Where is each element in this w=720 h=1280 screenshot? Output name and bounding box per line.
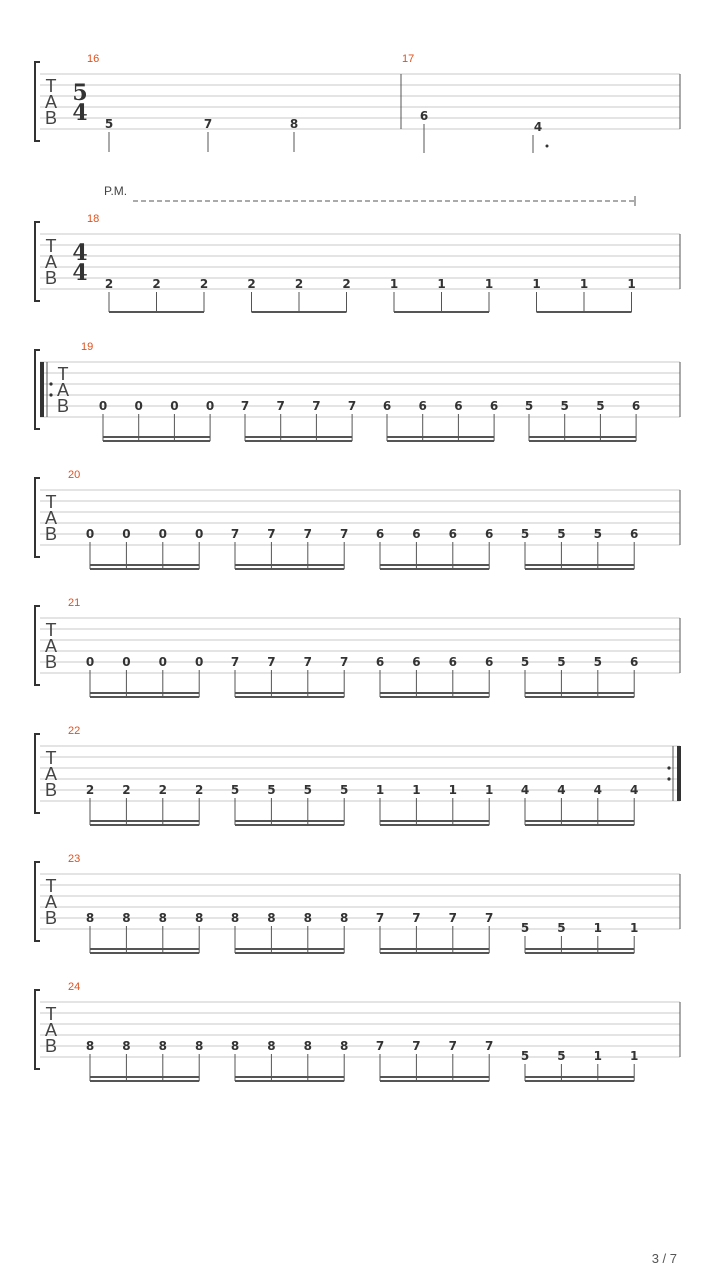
repeat-start-thick-bar — [40, 362, 44, 417]
fret-number: 8 — [85, 1039, 95, 1053]
fret-number: 7 — [267, 655, 276, 669]
fret-number: 2 — [247, 277, 256, 291]
fret-number: 1 — [627, 277, 636, 291]
measure-number: 17 — [402, 53, 415, 65]
tab-letter: A — [44, 252, 58, 272]
tab-letter: A — [44, 636, 58, 656]
fret-number: 7 — [347, 399, 357, 413]
fret-number: 6 — [375, 655, 385, 669]
tab-letter: A — [44, 92, 58, 112]
tab-letter: B — [44, 524, 58, 544]
fret-number: 0 — [195, 655, 204, 669]
fret-number: 8 — [303, 911, 312, 925]
tab-letter: T — [45, 76, 57, 96]
system-bracket — [35, 350, 40, 429]
fret-number: 1 — [593, 1049, 602, 1063]
fret-number: 1 — [579, 277, 589, 291]
fret-number: 1 — [375, 783, 385, 797]
fret-number: 7 — [303, 655, 312, 669]
fret-number: 5 — [557, 655, 566, 669]
fret-number: 5 — [104, 117, 114, 131]
fret-number: 6 — [419, 109, 429, 123]
fret-number: 5 — [557, 1049, 566, 1063]
fret-number: 2 — [294, 277, 304, 291]
fret-number: 2 — [158, 783, 167, 797]
fret-number: 2 — [195, 783, 204, 797]
tab-letter: B — [44, 652, 58, 672]
system-bracket — [35, 734, 40, 813]
fret-number: 7 — [203, 117, 213, 131]
fret-number: 0 — [195, 527, 204, 541]
system-bracket — [35, 606, 40, 685]
tab-letter: A — [44, 508, 58, 528]
fret-number: 6 — [630, 527, 639, 541]
tab-letter: B — [44, 780, 58, 800]
system-bracket — [35, 990, 40, 1069]
fret-number: 7 — [303, 527, 312, 541]
fret-number: 5 — [303, 783, 312, 797]
tab-letter: B — [44, 268, 58, 288]
fret-number: 5 — [520, 655, 530, 669]
fret-number: 6 — [418, 399, 427, 413]
fret-number: 4 — [533, 120, 543, 134]
fret-number: 0 — [85, 527, 95, 541]
fret-number: 5 — [520, 1049, 530, 1063]
fret-number: 5 — [560, 399, 569, 413]
fret-number: 8 — [195, 911, 204, 925]
fret-number: 6 — [448, 655, 457, 669]
fret-number: 7 — [375, 1039, 385, 1053]
repeat-dot — [667, 777, 670, 780]
fret-number: 6 — [454, 399, 463, 413]
tab-letter: T — [45, 236, 57, 256]
system-bracket — [35, 62, 40, 141]
fret-number: 8 — [85, 911, 95, 925]
fret-number: 8 — [289, 117, 299, 131]
fret-number: 8 — [267, 911, 276, 925]
fret-number: 7 — [340, 655, 349, 669]
repeat-end-thick-bar — [677, 746, 681, 801]
dotted-note-dot — [546, 145, 549, 148]
fret-number: 1 — [593, 921, 602, 935]
fret-number: 5 — [557, 921, 566, 935]
fret-number: 6 — [412, 527, 421, 541]
fret-number: 1 — [630, 1049, 639, 1063]
tab-letter: B — [44, 1036, 58, 1056]
fret-number: 6 — [412, 655, 421, 669]
time-signature-bottom: 4 — [72, 100, 88, 126]
tab-letter: B — [56, 396, 70, 416]
fret-number: 7 — [485, 1039, 494, 1053]
fret-number: 4 — [630, 783, 639, 797]
fret-number: 8 — [340, 1039, 349, 1053]
fret-number: 5 — [267, 783, 276, 797]
measure-number: 18 — [87, 213, 100, 225]
tab-letter: A — [44, 892, 58, 912]
measure-number: 16 — [87, 53, 100, 65]
measure-number: 21 — [68, 597, 81, 609]
fret-number: 0 — [170, 399, 179, 413]
time-signature-top: 5 — [72, 80, 88, 106]
fret-number: 8 — [195, 1039, 204, 1053]
fret-number: 5 — [596, 399, 605, 413]
fret-number: 5 — [520, 527, 530, 541]
fret-number: 1 — [630, 921, 639, 935]
tab-letter: T — [45, 492, 57, 512]
fret-number: 0 — [85, 655, 95, 669]
fret-number: 0 — [122, 527, 131, 541]
fret-number: 7 — [230, 655, 240, 669]
fret-number: 4 — [557, 783, 566, 797]
fret-number: 5 — [340, 783, 349, 797]
fret-number: 0 — [158, 527, 167, 541]
fret-number: 6 — [382, 399, 392, 413]
page-number: 3 / 7 — [651, 1251, 677, 1266]
fret-number: 2 — [104, 277, 114, 291]
fret-number: 7 — [312, 399, 321, 413]
fret-number: 7 — [375, 911, 385, 925]
fret-number: 8 — [303, 1039, 312, 1053]
system-bracket — [35, 862, 40, 941]
measure-number: 23 — [68, 853, 81, 865]
tab-letter: A — [44, 1020, 58, 1040]
time-signature-bottom: 4 — [72, 260, 88, 286]
fret-number: 6 — [485, 527, 494, 541]
system-bracket — [35, 478, 40, 557]
fret-number: 6 — [631, 399, 641, 413]
measure-number: 20 — [68, 469, 81, 481]
tab-letter: T — [45, 620, 57, 640]
fret-number: 7 — [448, 1039, 457, 1053]
fret-number: 8 — [340, 911, 349, 925]
fret-number: 1 — [532, 277, 541, 291]
fret-number: 7 — [230, 527, 240, 541]
fret-number: 2 — [122, 783, 131, 797]
fret-number: 1 — [437, 277, 446, 291]
fret-number: 5 — [520, 921, 530, 935]
fret-number: 8 — [122, 1039, 131, 1053]
repeat-dot — [49, 393, 52, 396]
fret-number: 0 — [98, 399, 108, 413]
fret-number: 8 — [230, 911, 240, 925]
fret-number: 8 — [158, 1039, 167, 1053]
fret-number: 7 — [485, 911, 494, 925]
fret-number: 6 — [375, 527, 385, 541]
fret-number: 6 — [485, 655, 494, 669]
fret-number: 7 — [276, 399, 285, 413]
fret-number: 5 — [593, 527, 602, 541]
fret-number: 1 — [485, 783, 494, 797]
palm-mute-label: P.M. — [104, 184, 128, 198]
fret-number: 7 — [340, 527, 349, 541]
fret-number: 1 — [484, 277, 494, 291]
tab-letter: A — [56, 380, 70, 400]
fret-number: 7 — [412, 911, 421, 925]
tab-letter: B — [44, 108, 58, 128]
fret-number: 7 — [267, 527, 276, 541]
repeat-dot — [667, 766, 670, 769]
fret-number: 2 — [199, 277, 209, 291]
fret-number: 2 — [85, 783, 95, 797]
fret-number: 1 — [389, 277, 399, 291]
fret-number: 0 — [205, 399, 215, 413]
measure-number: 19 — [81, 341, 94, 353]
fret-number: 5 — [230, 783, 240, 797]
tab-letter: T — [57, 364, 69, 384]
fret-number: 6 — [448, 527, 457, 541]
tab-letter: B — [44, 908, 58, 928]
fret-number: 6 — [630, 655, 639, 669]
fret-number: 8 — [267, 1039, 276, 1053]
fret-number: 1 — [448, 783, 457, 797]
repeat-dot — [49, 382, 52, 385]
fret-number: 5 — [524, 399, 534, 413]
fret-number: 7 — [240, 399, 250, 413]
measure-number: 22 — [68, 725, 81, 737]
fret-number: 0 — [122, 655, 131, 669]
time-signature-top: 4 — [72, 240, 88, 266]
fret-number: 5 — [593, 655, 602, 669]
tab-letter: T — [45, 748, 57, 768]
fret-number: 4 — [520, 783, 530, 797]
fret-number: 7 — [448, 911, 457, 925]
system-bracket — [35, 222, 40, 301]
fret-number: 8 — [158, 911, 167, 925]
measure-number: 24 — [68, 981, 81, 993]
fret-number: 8 — [122, 911, 131, 925]
fret-number: 0 — [158, 655, 167, 669]
tab-letter: T — [45, 876, 57, 896]
tab-letter: A — [44, 764, 58, 784]
fret-number: 8 — [230, 1039, 240, 1053]
fret-number: 4 — [593, 783, 602, 797]
fret-number: 0 — [134, 399, 143, 413]
fret-number: 7 — [412, 1039, 421, 1053]
fret-number: 6 — [489, 399, 499, 413]
fret-number: 1 — [412, 783, 421, 797]
fret-number: 2 — [152, 277, 161, 291]
fret-number: 2 — [342, 277, 351, 291]
tab-letter: T — [45, 1004, 57, 1024]
fret-number: 5 — [557, 527, 566, 541]
